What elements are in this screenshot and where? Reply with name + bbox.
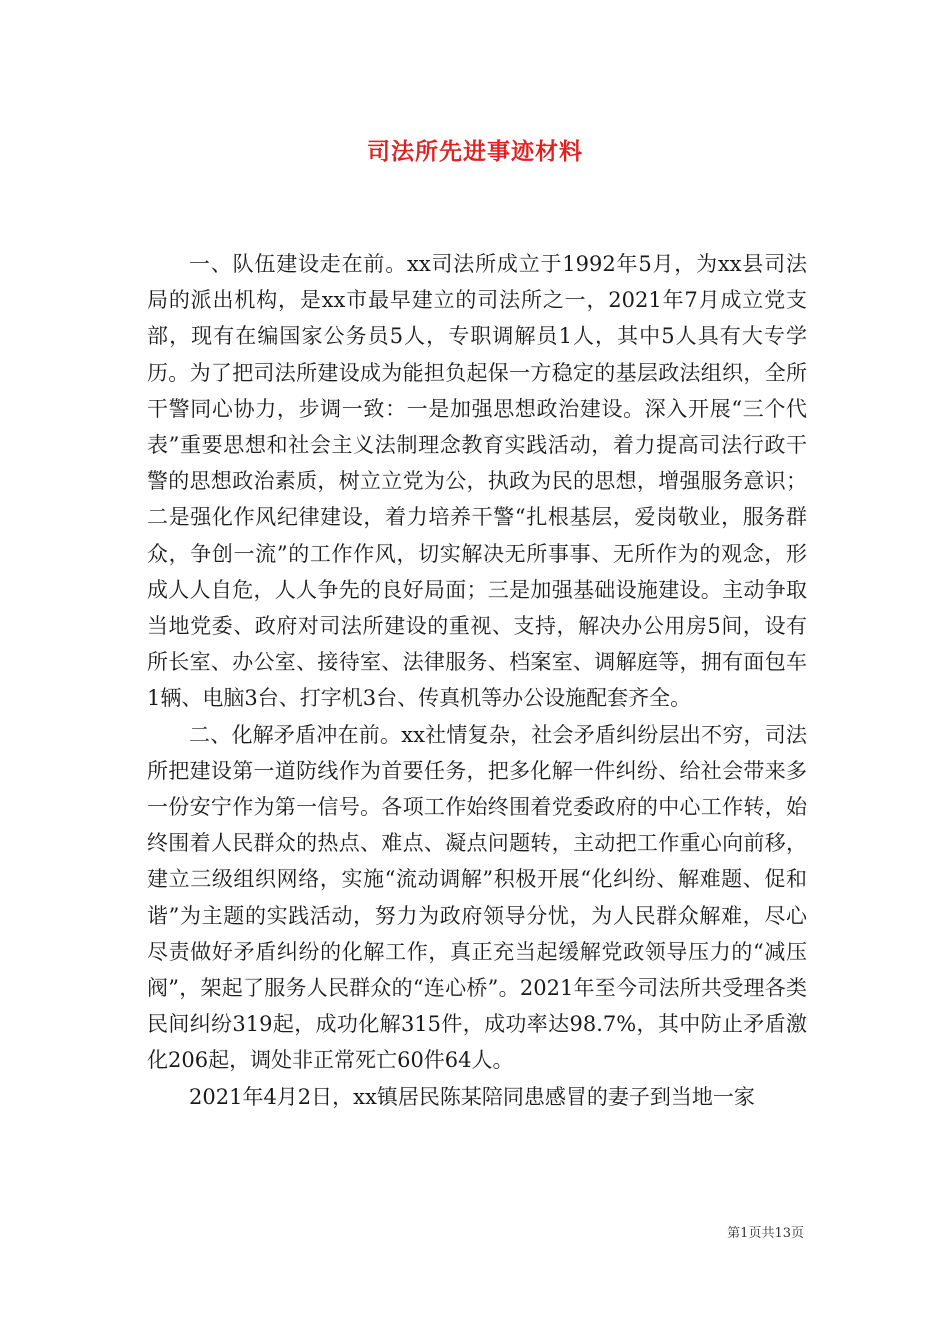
page-number: 第1页共13页	[727, 1226, 804, 1241]
paragraph-case-example: 2021年4月2日，xx镇居民陈某陪同患感冒的妻子到当地一家	[189, 1084, 755, 1109]
paragraph-conflict-resolution: 二、化解矛盾冲在前。xx社情复杂，社会矛盾纠纷层出不穷，司法所把建设第一道防线作为首要任务，把多化解一件纠纷、给社会带来多一份安宁作为第一信号。各项工作始终围着党委政府的中心工作转，始终围着人民群众的热点、难点、凝点问题转，主动把工作重心向前移，建立三级组织网络，实施“流动调解”积极开展“化纠纷、解难题、促和谐”为主题的实践活动，努力为政府领导分忧，为人民群众解难，尽心尽责做好矛盾纠纷的化解工作，真正充当起缓解党政领导压力的“减压阀”，架起了服务人民群众的“连心桥”。2021年至今司法所共受理各类民间纠纷319起，成功化解315件，成功率达98.7%，其中防止矛盾激化206起，调处非正常死亡60件64人。	[147, 722, 807, 1073]
document-title: 司法所先进事迹材料	[367, 138, 583, 165]
paragraph-team-building: 一、队伍建设走在前。xx司法所成立于1992年5月，为xx县司法局的派出机构，是xx市最早建立的司法所之一，2021年7月成立党支部，现有在编国家公务员5人，专职调解员1人，其中5人具有大专学历。为了把司法所建设成为能担负起保一方稳定的基层政法组织，全所干警同心协力，步调一致：一是加强思想政治建设。深入开展“三个代表”重要思想和社会主义法制理念教育实践活动，着力提高司法行政干警的思想政治素质，树立立党为公，执政为民的思想，增强服务意识；二是强化作风纪律建设，着力培养干警“扎根基层，爱岗敬业，服务群众，争创一流”的工作作风，切实解决无所事事、无所作为的观念，形成人人自危，人人争先的良好局面；三是加强基础设施建设。主动争取当地党委、政府对司法所建设的重视、支持，解决办公用房5间，设有所长室、办公室、接待室、法律服务、档案室、调解庭等，拥有面包车1辆、电脑3台、打字机3台、传真机等办公设施配套齐全。	[147, 252, 807, 711]
document-body	[147, 246, 807, 1115]
